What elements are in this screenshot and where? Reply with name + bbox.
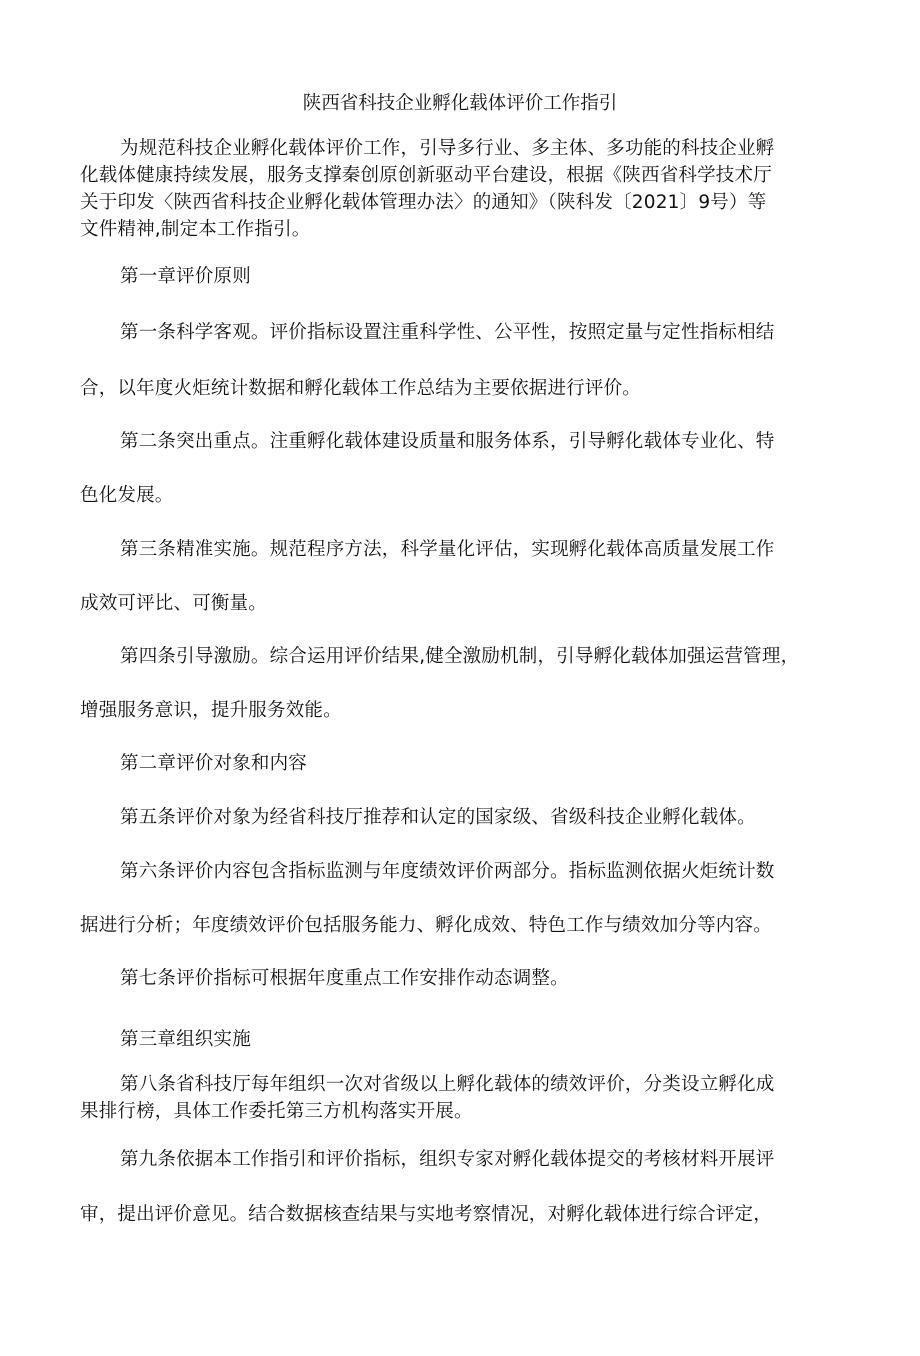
intro-line-3: 关于印发〈陕西省科技企业孵化载体管理办法〉的通知》（陕科发〔2021〕9号）等	[80, 192, 767, 213]
intro-line-2: 化载体健康持续发展，服务支撑秦创原创新驱动平台建设，根据《陕西省科学技术厅	[80, 165, 772, 186]
article-6-line-1: 第六条评价内容包含指标监测与年度绩效评价两部分。指标监测依据火炬统计数	[120, 861, 775, 882]
article-4-line-2: 增强服务意识，提升服务效能。	[80, 700, 342, 721]
article-7-line-1: 第七条评价指标可根据年度重点工作安排作动态调整。	[120, 968, 569, 989]
article-6-line-2: 据进行分析；年度绩效评价包括服务能力、孵化成效、特色工作与绩效加分等内容。	[80, 915, 772, 936]
article-1-line-2: 合，以年度火炬统计数据和孵化载体工作总结为主要依据进行评价。	[80, 378, 642, 399]
article-9-line-1: 第九条依据本工作指引和评价指标，组织专家对孵化载体提交的考核材料开展评	[120, 1149, 775, 1170]
article-3-line-1: 第三条精准实施。规范程序方法，科学量化评估，实现孵化载体高质量发展工作	[120, 539, 775, 560]
article-5-line-1: 第五条评价对象为经省科技厅推荐和认定的国家级、省级科技企业孵化载体。	[120, 807, 756, 828]
article-9-line-2: 审，提出评价意见。结合数据核查结果与实地考察情况，对孵化载体进行综合评定，	[80, 1204, 772, 1225]
article-4-line-1: 第四条引导激励。综合运用评价结果,健全激励机制，引导孵化载体加强运营管理，	[120, 646, 800, 667]
intro-line-1: 为规范科技企业孵化载体评价工作，引导多行业、多主体、多功能的科技企业孵	[120, 138, 775, 159]
article-1-line-1: 第一条科学客观。评价指标设置注重科学性、公平性，按照定量与定性指标相结	[120, 322, 775, 343]
article-2-line-2: 色化发展。	[80, 485, 174, 506]
article-8-line-1: 第八条省科技厅每年组织一次对省级以上孵化载体的绩效评价，分类设立孵化成	[120, 1074, 775, 1095]
article-8-line-2: 果排行榜，具体工作委托第三方机构落实开展。	[80, 1101, 473, 1122]
article-2-line-1: 第二条突出重点。注重孵化载体建设质量和服务体系，引导孵化载体专业化、特	[120, 431, 775, 452]
chapter-2-heading: 第二章评价对象和内容	[120, 753, 308, 774]
article-3-line-2: 成效可评比、可衡量。	[80, 593, 268, 614]
intro-line-4: 文件精神,制定本工作指引。	[80, 219, 311, 240]
chapter-3-heading: 第三章组织实施	[120, 1029, 251, 1050]
chapter-1-heading: 第一章评价原则	[120, 266, 251, 287]
document-title: 陕西省科技企业孵化载体评价工作指引	[302, 93, 618, 114]
